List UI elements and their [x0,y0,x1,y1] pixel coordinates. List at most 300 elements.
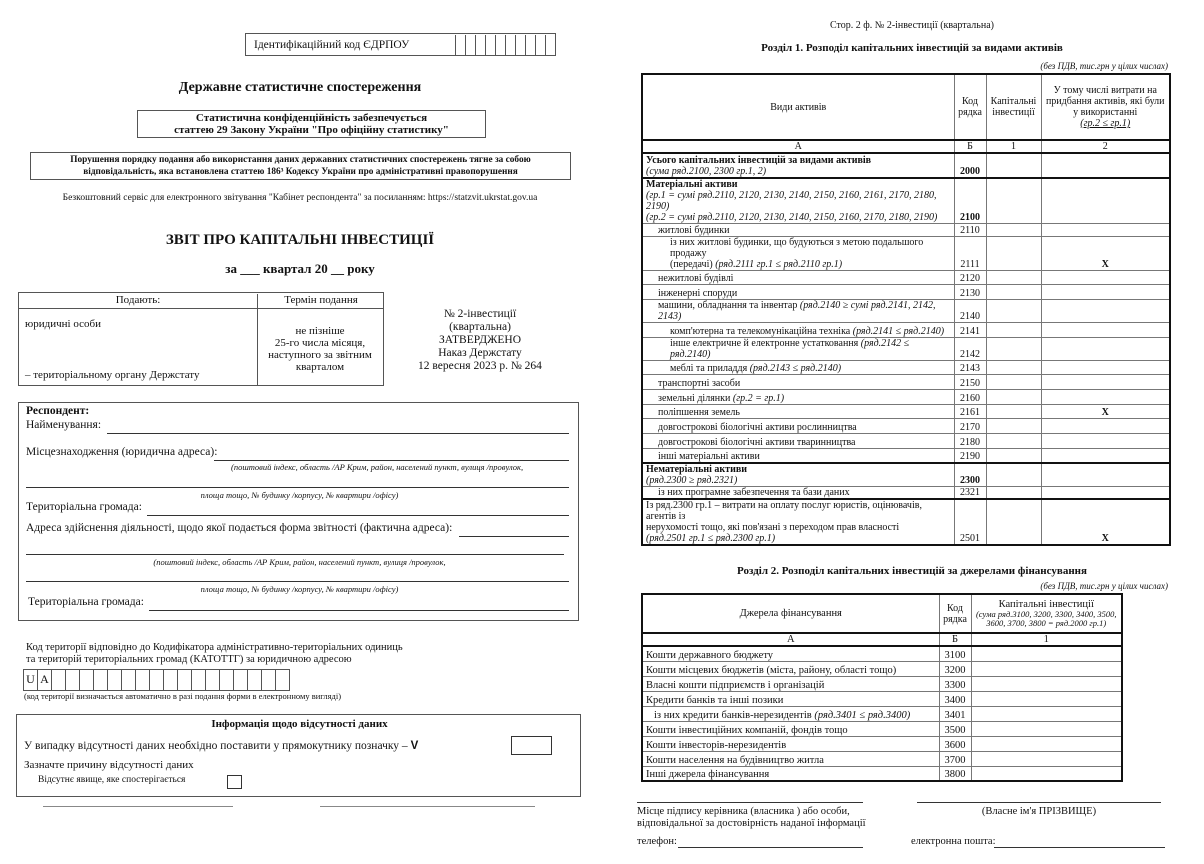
confidentiality-box [137,110,486,138]
katottg-code-input[interactable] [23,669,290,691]
row-note: (ряд.2501 гр.1 ≤ ряд.2300 гр.1) [646,533,776,544]
row-code: 3300 [939,676,971,691]
row-label: житлові будинки [658,225,730,236]
katottg-digit-cell[interactable] [121,670,135,690]
respondent-title: Респондент: [26,405,90,417]
community-input[interactable] [147,515,569,516]
header-asset-types: Види активів [642,74,954,140]
submit-table [18,292,384,386]
respondent-box [18,402,579,621]
row-label: Нематеріальні активи [646,463,748,475]
row-label-cont: (передачі) [670,259,713,270]
row-label: інші матеріальні активи [658,450,760,462]
asset-type-cell [642,224,954,237]
not-applicable-mark: X [1041,237,1170,271]
row-code: 2190 [954,449,986,463]
header-capital-investment: Капітальні інвестиції [986,74,1041,140]
community-input-2[interactable] [149,610,569,611]
edrpou-digit-cell[interactable] [475,35,485,55]
deadline-header: Термін подання [257,294,384,309]
katottg-digit-cell[interactable] [261,670,275,690]
asset-type-cell [642,338,954,361]
legal-address-input-2[interactable] [26,487,569,488]
row-label: Власні кошти підприємств і організацій [646,679,825,691]
row-label: поліпшення земель [658,407,740,418]
used-assets-text: У тому числі витрати на придбання активів, які були у використанні [1045,85,1165,118]
capital-investment-text: Капітальні інвестиції [998,599,1094,610]
used-assets-note: (гр.2 ≤ гр.1) [1080,118,1131,129]
not-applicable-mark: X [1041,405,1170,419]
col-letter: Б [939,633,971,646]
capital-investment-input[interactable] [986,271,1041,285]
used-assets-input[interactable] [1041,486,1170,499]
katottg-digit-cell[interactable] [219,670,233,690]
asset-type-cell [642,463,954,487]
table-row [642,691,1122,706]
asset-type-cell [642,390,954,405]
funding-source-cell [642,706,939,721]
row-note: (ряд.3401 ≤ ряд.3400) [814,709,911,721]
katottg-digit-cell[interactable] [51,670,65,690]
asset-type-cell [642,153,954,178]
funding-source-cell [642,676,939,691]
asset-type-cell [642,405,954,419]
table-row [642,300,1170,323]
table-row [642,405,1170,419]
table-row [642,153,1170,178]
capital-investment-input[interactable] [986,237,1041,271]
community-label: Територіальна громада: [26,501,142,513]
section2-table [641,593,1123,782]
asset-type-cell [642,323,954,338]
row-code: 2321 [954,486,986,499]
report-period: за ___ квартал 20 __ року [225,261,375,276]
row-code: 3401 [939,706,971,721]
row-note: (ряд.2142 ≤ ряд.2140) [670,338,910,360]
row-code: 3600 [939,736,971,751]
row-label: Усього капітальних інвестицій за видами активів [646,155,872,166]
capital-investment-input[interactable] [986,434,1041,449]
observation-title: Державне статистичне спостереження [178,80,422,95]
table-row [642,419,1170,434]
cut-off-line [320,806,535,807]
asset-type-cell [642,285,954,300]
confidentiality-line: Статистична конфіденційність забезпечується [195,112,428,124]
katottg-digit-cell[interactable] [191,670,205,690]
used-assets-input[interactable] [1041,271,1170,285]
actual-address-input-3[interactable] [26,581,569,582]
funding-source-cell [642,691,939,706]
submitters-header: Подають: [19,294,257,309]
capital-investment-input[interactable] [986,361,1041,375]
asset-type-cell [642,361,954,375]
funding-source-cell [642,646,939,661]
funding-source-cell [642,661,939,676]
email-input[interactable] [994,847,1165,848]
row-label: Кошти інвесторів-нерезидентів [646,739,787,751]
row-code: 2180 [954,434,986,449]
header-row-code: Код рядка [954,74,986,140]
katottg-digit-cell[interactable]: A [37,670,51,690]
signature-line[interactable] [637,802,863,803]
form-info [395,308,565,373]
used-assets-input[interactable] [1041,375,1170,390]
row-label: транспортні засоби [658,378,741,389]
row-label: Інші джерела фінансування [646,769,770,780]
katottg-digit-cell[interactable] [93,670,107,690]
edrpou-digit-cell[interactable] [485,35,495,55]
capital-investment-input[interactable] [986,419,1041,434]
header-row-code: Код рядка [939,594,971,633]
edrpou-digit-cell[interactable] [515,35,525,55]
phone-input[interactable] [678,847,863,848]
address-hint: (поштовий індекс, область /АР Крим, район, населений пункт, вулиця /провулок, [231,462,524,472]
submitters: юридичні особи [25,318,101,330]
free-service-note: Безкоштовний сервіс для електронного звітування "Кабінет респондента" за посиланням: https://statzvit.ukrstat.gov.ua [62,193,538,203]
reason-option-label: Відсутнє явище, яке спостерігається [38,775,186,785]
capital-investment-input[interactable] [986,153,1041,178]
deadline-line: 25-го числа місяця, [274,337,366,349]
table-row [642,449,1170,463]
actual-address-label: Адреса здійснення діяльності, щодо якої подається форма звітності (фактична адреса): [26,522,453,534]
table-row [642,285,1170,300]
row-label: інше електричне й електронне устатковання [670,338,859,349]
capital-investment-input[interactable] [986,463,1041,487]
asset-type-cell [642,375,954,390]
row-label: меблі та приладдя [670,363,748,374]
address-hint: (поштовий індекс, область /АР Крим, район, населений пункт, вулиця /провулок, [153,557,446,567]
row-label: Кошти місцевих бюджетів (міста, району, області тощо) [646,664,897,676]
capital-investment-input[interactable] [971,691,1122,706]
katottg-digit-cell[interactable] [205,670,219,690]
katottg-digit-cell[interactable] [135,670,149,690]
edrpou-digit-cell[interactable] [545,35,555,55]
capital-investment-input[interactable] [971,646,1122,661]
table-row [642,721,1122,736]
edrpou-field[interactable] [245,33,556,56]
katottg-digit-cell[interactable]: U [23,670,37,690]
edrpou-label: Ідентифікаційний код ЄДРПОУ [254,38,410,51]
capital-investment-input[interactable] [986,224,1041,237]
asset-type-cell [642,434,954,449]
reason-option-checkbox[interactable] [227,775,242,789]
capital-investment-input[interactable] [986,390,1041,405]
asset-type-cell [642,499,954,545]
col-letter: Б [954,140,986,153]
katottg-line: та територій територіальних громад (КАТОТТГ) за юридичною адресою [26,654,352,665]
katottg-text [26,642,403,666]
capital-investment-input[interactable] [971,766,1122,781]
table-row [642,766,1122,781]
row-label: із них кредити банків-нерезидентів [654,709,812,721]
table-row [642,178,1170,224]
used-assets-input[interactable] [1041,323,1170,338]
header-capital-investment [971,594,1122,633]
table-row [642,463,1170,487]
signer-label [637,806,866,830]
row-label: Кошти державного бюджету [646,649,774,661]
form-periodicity: (квартальна) [449,321,511,333]
row-label: машини, обладнання та інвентар [658,300,798,311]
row-label: Кредити банків та інші позики [646,694,784,706]
used-assets-input[interactable] [1041,449,1170,463]
katottg-line: Код території відповідно до Кодифікатора адміністративно-територіальних одиниць [26,642,403,653]
used-assets-input[interactable] [1041,361,1170,375]
row-code: 2501 [954,499,986,545]
capital-investment-input[interactable] [986,300,1041,323]
name-signature-line[interactable] [917,802,1161,803]
name-label: Найменування: [26,419,102,431]
capital-investment-input[interactable] [971,736,1122,751]
edrpou-digit-cell[interactable] [535,35,545,55]
row-label: нежитлові будівлі [658,273,734,284]
table-row [642,323,1170,338]
row-code: 3400 [939,691,971,706]
not-applicable-mark: X [1041,499,1170,545]
table-row [642,361,1170,375]
table-row [642,751,1122,766]
row-label: Матеріальні активи [646,179,738,190]
capital-investment-note: (сума ряд.3100, 3200, 3300, 3400, 3500, 3600, 3700, 3800 = ряд.2000 гр.1) [975,609,1117,628]
row-code: 2120 [954,271,986,285]
cut-off-line [43,806,233,807]
table-row [642,706,1122,721]
col-letter: А [642,633,939,646]
row-code: 2142 [954,338,986,361]
header-funding-sources: Джерела фінансування [642,594,939,633]
form-number: № 2-інвестиції [443,308,517,320]
col-letter: 1 [986,140,1041,153]
name-input[interactable] [107,433,569,434]
asset-type-cell [642,178,954,224]
row-code: 2141 [954,323,986,338]
asset-type-cell [642,237,954,271]
row-code: 2100 [954,178,986,224]
row-code: 2110 [954,224,986,237]
row-code: 2111 [954,237,986,271]
table-row [642,646,1122,661]
reason-label: Зазначте причину відсутності даних [24,759,194,771]
row-code: 3200 [939,661,971,676]
legal-address-input[interactable] [214,460,569,461]
phone-label: телефон: [637,836,677,847]
row-note: (ряд.2143 ≤ ряд.2140) [749,363,842,374]
capital-investment-input[interactable] [971,721,1122,736]
katottg-digit-cell[interactable] [163,670,177,690]
funding-source-cell [642,721,939,736]
edrpou-digit-cell[interactable] [455,35,465,55]
deadline-line: не пізніше [295,325,345,337]
katottg-digit-cell[interactable] [247,670,261,690]
katottg-digit-cell[interactable] [233,670,247,690]
row-note: (ряд.2141 ≤ ряд.2140) [852,326,945,337]
violation-line: Порушення порядку подання або використання даних державних статистичних спостережень тягне за собою [70,155,531,165]
katottg-digit-cell[interactable] [177,670,191,690]
asset-type-cell [642,419,954,434]
table-row [642,390,1170,405]
used-assets-input[interactable] [1041,178,1170,224]
row-code: 3500 [939,721,971,736]
header-used-assets [1041,74,1170,140]
row-code: 2160 [954,390,986,405]
capital-investment-input[interactable] [971,706,1122,721]
approval-date: 12 вересня 2023 р. № 264 [418,360,542,372]
no-data-title: Інформація щодо відсутності даних [211,718,388,730]
row-note: (ряд.2111 гр.1 ≤ ряд.2110 гр.1) [715,259,843,270]
row-label: Кошти населення на будівництво житла [646,754,824,766]
katottg-digit-cell[interactable] [79,670,93,690]
email-label: електронна пошта: [911,836,996,847]
katottg-digit-cell[interactable] [107,670,121,690]
violation-line: відповідальність, яка встановлена статтею 186³ Кодексу України про адміністративні правопорушення [83,167,518,177]
report-title: ЗВІТ ПРО КАПІТАЛЬНІ ІНВЕСТИЦІЇ [165,232,435,248]
page-header: Стор. 2 ф. № 2-інвестиції (квартальна) [830,20,994,31]
row-note: (ряд.2300 ≥ ряд.2321) [646,474,738,486]
table-row [642,661,1122,676]
edrpou-digit-cell[interactable] [525,35,535,55]
row-label: комп'ютерна та телекомунікаційна техніка [670,326,851,337]
row-label: інженерні споруди [658,288,738,299]
row-label: Кошти інвестиційних компаній, фондів тощо [646,724,848,736]
row-code: 2150 [954,375,986,390]
full-name-label: (Власне ім'я ПРІЗВИЩЕ) [981,806,1097,817]
table-row [642,434,1170,449]
funding-source-cell [642,736,939,751]
capital-investment-input[interactable] [986,499,1041,545]
actual-address-input[interactable] [459,536,569,537]
edrpou-cells[interactable] [455,35,555,55]
table-row [642,375,1170,390]
asset-type-cell [642,300,954,323]
table-row [642,736,1122,751]
used-assets-input[interactable] [1041,434,1170,449]
table-row [642,237,1170,271]
row-code: 2300 [954,463,986,487]
capital-investment-input[interactable] [971,676,1122,691]
row-label: довгострокові біологічні активи тваринництва [658,437,856,448]
approval-order: Наказ Держстату [438,347,522,359]
capital-investment-input[interactable] [986,375,1041,390]
section2-unit: (без ПДВ, тис.грн у цілих числах) [1040,581,1168,591]
table-row [642,224,1170,237]
edrpou-digit-cell[interactable] [495,35,505,55]
capital-investment-input[interactable] [986,449,1041,463]
funding-source-cell [642,751,939,766]
capital-investment-input[interactable] [986,405,1041,419]
no-data-checkbox[interactable] [511,736,552,755]
row-label: довгострокові біологічні активи рослинництва [658,422,857,433]
row-note: (гр.2 = сумі ряд.2110, 2120, 2130, 2140, 2150, 2160, 2170, 2180, 2190) [646,212,938,223]
katottg-digit-cell[interactable] [149,670,163,690]
used-assets-input[interactable] [1041,224,1170,237]
approved-label: ЗАТВЕРДЖЕНО [438,334,522,346]
address-hint: площа тощо, № будинку /корпусу, № квартири /офісу) [200,490,399,500]
actual-address-input-2[interactable] [26,554,564,555]
row-code: 2161 [954,405,986,419]
table-row [642,271,1170,285]
capital-investment-input[interactable] [971,661,1122,676]
edrpou-digit-cell[interactable] [505,35,515,55]
capital-investment-input[interactable] [986,178,1041,224]
row-code: 2140 [954,300,986,323]
row-code: 3800 [939,766,971,781]
row-label: із них програмне забезпечення та бази даних [658,487,850,498]
section1-table [641,73,1171,546]
asset-type-cell [642,486,954,499]
violation-box [30,152,571,180]
funding-source-cell [642,766,939,781]
deadline-line: кварталом [295,361,345,373]
row-code: 2130 [954,285,986,300]
used-assets-input[interactable] [1041,300,1170,323]
table-row [642,676,1122,691]
row-code: 3700 [939,751,971,766]
row-note: (сума ряд.2100, 2300 гр.1, 2) [646,166,767,177]
capital-investment-input[interactable] [986,338,1041,361]
recipient: – територіальному органу Держстату [25,369,200,381]
signer-line: відповідальної за достовірність наданої інформації [637,818,866,829]
confidentiality-line: статтею 29 Закону України "Про офіційну статистику" [174,124,449,136]
row-label: земельні ділянки [658,393,731,404]
row-note: (гр.2 = гр.1) [732,393,785,404]
edrpou-digit-cell[interactable] [465,35,475,55]
row-note: (гр.1 = сумі ряд.2110, 2120, 2130, 2140, 2150, 2160, 2161, 2170, 2180, 2190) [646,190,937,212]
row-code: 2170 [954,419,986,434]
legal-address-label: Місцезнаходження (юридична адреса): [26,446,218,458]
used-assets-input[interactable] [1041,285,1170,300]
table-row [642,486,1170,499]
capital-investment-input[interactable] [986,285,1041,300]
no-data-instruction [24,740,418,752]
capital-investment-input[interactable] [986,323,1041,338]
row-code: 2000 [954,153,986,178]
katottg-note: (код території визначається автоматично в разі подання форми в електронному вигляді) [24,691,342,701]
used-assets-input[interactable] [1041,463,1170,487]
row-code: 2143 [954,361,986,375]
katottg-digit-cell[interactable] [65,670,79,690]
right-page-flow [620,73,1204,864]
deadline-line: наступного за звітним [268,349,372,361]
used-assets-input[interactable] [1041,338,1170,361]
row-label-cont: нерухомості тощо, які пов'язані з переходом прав власності [646,522,900,533]
capital-investment-input[interactable] [986,486,1041,499]
instruction-text: У випадку відсутності даних необхідно поставити у прямокутнику позначку – [24,740,408,752]
used-assets-input[interactable] [1041,153,1170,178]
table-row [642,338,1170,361]
row-note: (ряд.2140 ≥ сумі ряд.2141, 2142, 2143) [658,300,936,322]
table-row [642,499,1170,545]
katottg-digit-cell[interactable] [275,670,289,690]
capital-investment-input[interactable] [971,751,1122,766]
address-hint: площа тощо, № будинку /корпусу, № квартири /офісу) [200,584,399,594]
section2-title: Розділ 2. Розподіл капітальних інвестицій за джерелами фінансування [737,565,1087,577]
row-label: Із ряд.2300 гр.1 – витрати на оплату послуг юристів, оцінювачів, агентів із [646,500,922,522]
deadline-text [257,325,383,373]
signature-block [620,802,1204,864]
col-letter: А [642,140,954,153]
no-data-box [16,714,581,797]
col-letter: 2 [1041,140,1170,153]
used-assets-input[interactable] [1041,419,1170,434]
section1-unit: (без ПДВ, тис.грн у цілих числах) [1040,61,1168,71]
check-mark: V [410,740,419,752]
community-label-2: Територіальна громада: [28,596,144,608]
used-assets-input[interactable] [1041,390,1170,405]
col-letter: 1 [971,633,1122,646]
signer-line: Місце підпису керівника (власника ) або особи, [637,806,850,817]
section1-title: Розділ 1. Розподіл капітальних інвестицій за видами активів [761,42,1063,54]
row-code: 3100 [939,646,971,661]
